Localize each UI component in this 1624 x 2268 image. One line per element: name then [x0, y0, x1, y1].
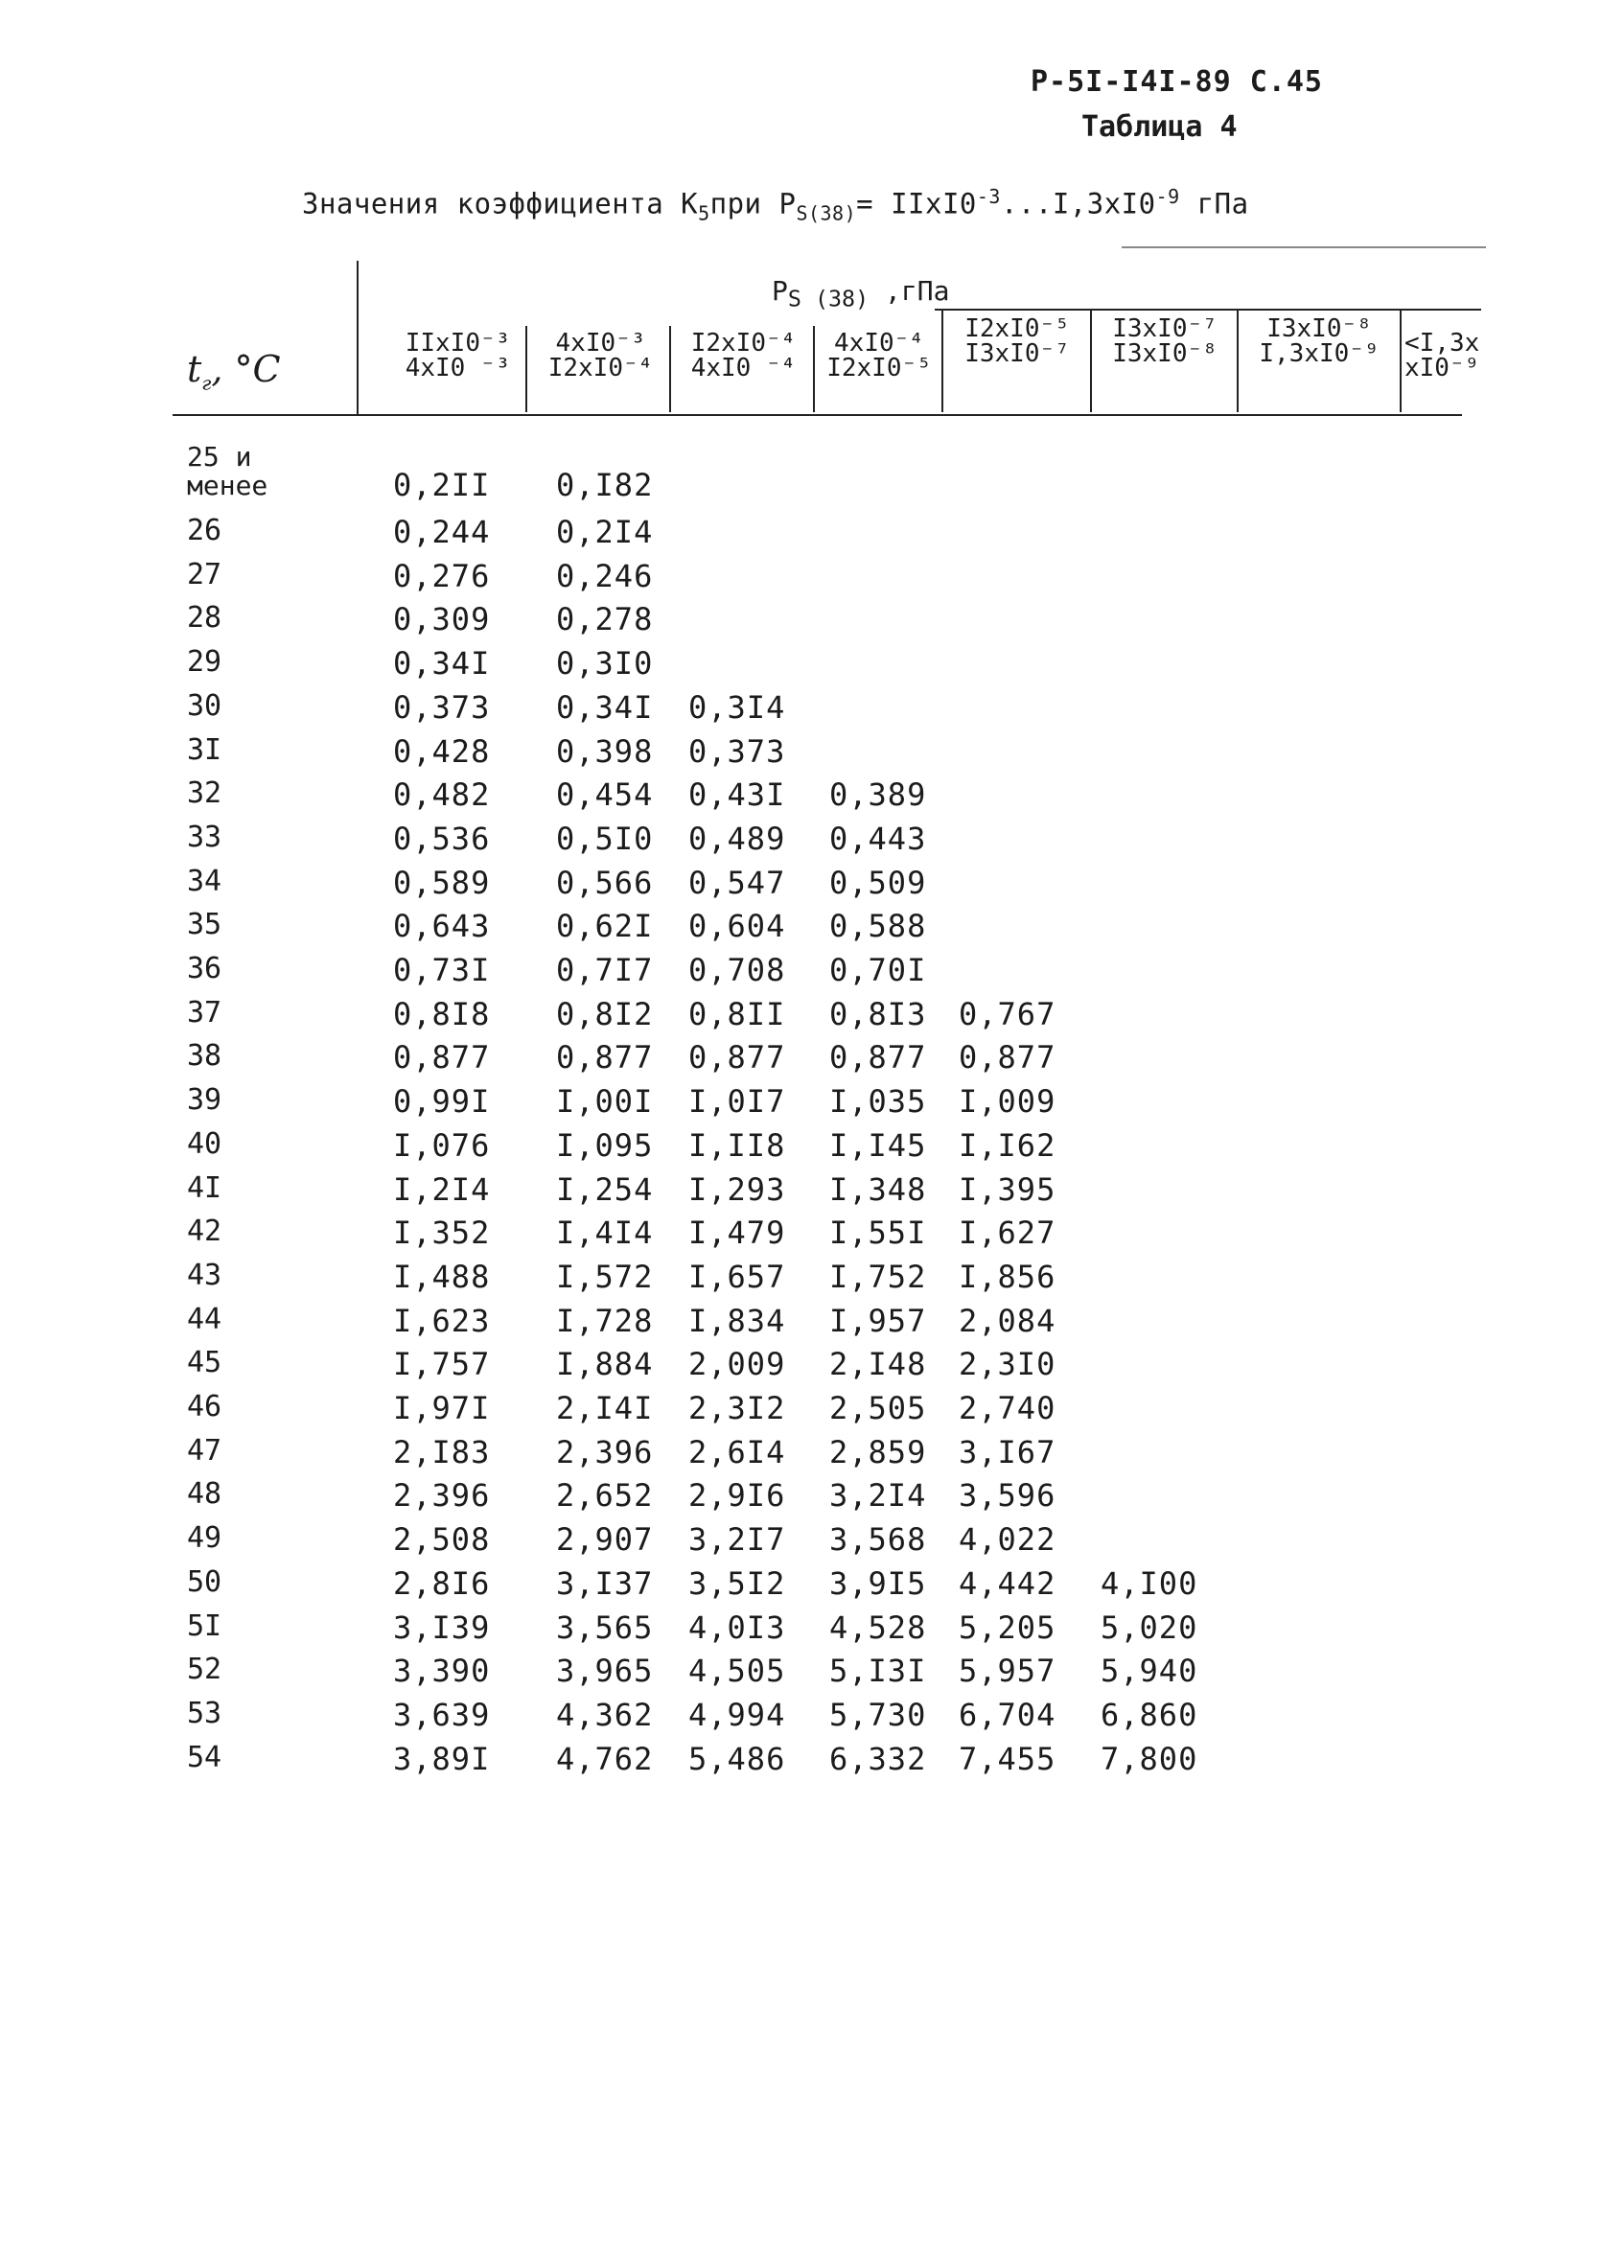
row-temperature: 54: [187, 1740, 222, 1774]
row-temperature: 34: [187, 864, 222, 898]
row-temperature: 33: [187, 820, 222, 854]
table-cell: 0,276: [393, 557, 491, 594]
table-number: Таблица 4: [1081, 110, 1238, 144]
table-cell: I,095: [556, 1126, 654, 1164]
table-cell: 5,020: [1101, 1608, 1198, 1646]
table-cell: 5,486: [688, 1740, 786, 1777]
table-cell: 0,I82: [556, 467, 654, 503]
column-header-bottom: I,3xI0⁻⁹: [1259, 339, 1380, 368]
table-cell: 3,I39: [393, 1608, 491, 1646]
table-cell: I,834: [688, 1302, 786, 1339]
table-cell: I,97I: [393, 1390, 491, 1426]
table-cell: I,572: [556, 1258, 654, 1295]
row-temperature: 49: [187, 1521, 222, 1556]
title-exp2: -9: [1155, 185, 1180, 208]
header-dash-line: [1122, 246, 1486, 248]
table-cell: 2,740: [959, 1390, 1056, 1426]
column-header: [945, 316, 1089, 366]
table-cell: 3,89I: [393, 1740, 491, 1777]
table-cell: 3,2I7: [688, 1521, 786, 1559]
column-header: [388, 331, 527, 381]
column-header-bottom: xI0⁻⁹: [1404, 354, 1480, 382]
table-cell: I,035: [829, 1083, 927, 1121]
table-cell: 5,957: [959, 1653, 1056, 1690]
table-cell: 0,34I: [393, 645, 491, 683]
table-cell: 6,332: [829, 1740, 927, 1777]
table-cell: 0,99I: [393, 1083, 491, 1121]
table-cell: 2,907: [556, 1521, 654, 1559]
row-temperature: 27: [187, 557, 222, 591]
table-cell: 0,443: [829, 820, 927, 857]
table-cell: 0,398: [556, 732, 654, 770]
title-mid: при P: [709, 187, 797, 220]
table-cell: 6,860: [1101, 1696, 1198, 1733]
table-cell: I,00I: [556, 1083, 654, 1121]
table-cell: 3,2I4: [829, 1477, 927, 1515]
table-cell: I,352: [393, 1215, 491, 1252]
column-header-top: I3xI0⁻⁸: [1266, 314, 1372, 343]
row-temperature: 28: [187, 601, 222, 636]
column-header-top: I3xI0⁻⁷: [1112, 314, 1218, 343]
row-temperature: 25 и менее: [187, 441, 268, 501]
table-cell: 0,566: [556, 864, 654, 901]
table-cell: 2,396: [393, 1477, 491, 1515]
col-divider-7: [1400, 309, 1402, 412]
table-cell: 4,994: [688, 1696, 786, 1733]
table-cell: 3,596: [959, 1477, 1056, 1515]
table-cell: 3,5I2: [688, 1564, 786, 1602]
title-p-subscript: S(38): [796, 201, 857, 225]
table-cell: 0,509: [829, 864, 927, 901]
table-cell: 0,8II: [688, 995, 786, 1032]
table-cell: I,627: [959, 1215, 1056, 1252]
table-header-rule: [173, 414, 1462, 416]
row-temperature: 39: [187, 1083, 222, 1118]
table-cell: 2,508: [393, 1521, 491, 1559]
table-cell: 0,8I8: [393, 995, 491, 1032]
table-cell: 0,877: [688, 1039, 786, 1076]
table-cell: 2,084: [959, 1302, 1056, 1339]
table-cell: 0,536: [393, 820, 491, 857]
table-cell: 0,7I7: [556, 952, 654, 988]
column-header-top: <I,3x: [1404, 329, 1480, 358]
table-cell: 2,3I0: [959, 1346, 1056, 1383]
table-cell: 3,I67: [959, 1433, 1056, 1470]
row-temperature: 5I: [187, 1608, 222, 1643]
document-id: Р-5I-I4I-89 С.45: [1031, 65, 1323, 99]
table-cell: I,009: [959, 1083, 1056, 1121]
table-title: [302, 185, 1249, 224]
table-cell: 0,309: [393, 601, 491, 638]
table-cell: 0,389: [829, 776, 927, 814]
table-cell: I,4I4: [556, 1215, 654, 1252]
table-cell: 0,34I: [556, 688, 654, 726]
table-cell: 0,877: [393, 1039, 491, 1076]
table-cell: 2,009: [688, 1346, 786, 1383]
table-cell: I,657: [688, 1258, 786, 1295]
column-header: [674, 331, 813, 381]
column-header-bottom: I3xI0⁻⁷: [964, 339, 1070, 368]
row-temperature: 45: [187, 1346, 222, 1380]
table-cell: 0,604: [688, 908, 786, 945]
table-cell: 4,505: [688, 1653, 786, 1690]
row-temperature: 30: [187, 688, 222, 723]
column-header-bottom: 4xI0 ⁻³: [405, 354, 511, 382]
column-header: [816, 331, 942, 381]
row-temperature: 4I: [187, 1170, 222, 1205]
table-cell: I,728: [556, 1302, 654, 1339]
table-cell: I,254: [556, 1170, 654, 1208]
title-dots: ...I,3xI0: [1000, 187, 1156, 220]
column-header-top: IIxI0⁻³: [405, 329, 511, 358]
table-cell: 0,73I: [393, 952, 491, 988]
table-cell: I,488: [393, 1258, 491, 1295]
column-header-top: I2xI0⁻⁵: [964, 314, 1070, 343]
group-header-symbol: P: [772, 275, 788, 307]
table-cell: 0,70I: [829, 952, 927, 988]
column-header-top: 4xI0⁻³: [555, 329, 646, 358]
table-cell: 2,652: [556, 1477, 654, 1515]
table-cell: 0,373: [393, 688, 491, 726]
table-cell: I,55I: [829, 1215, 927, 1252]
row-header: [187, 348, 281, 395]
table-cell: 4,I00: [1101, 1564, 1198, 1602]
table-cell: 0,877: [829, 1039, 927, 1076]
column-header: [1093, 316, 1237, 366]
table-cell: I,752: [829, 1258, 927, 1295]
row-temperature: 50: [187, 1564, 222, 1599]
title-prefix: Значения коэффициента K: [302, 187, 699, 220]
table-cell: 2,I4I: [556, 1390, 654, 1426]
table-cell: 2,I48: [829, 1346, 927, 1383]
table-cell: 3,639: [393, 1696, 491, 1733]
title-k-subscript: 5: [698, 201, 710, 225]
table-cell: 2,8I6: [393, 1564, 491, 1602]
table-cell: I,0I7: [688, 1083, 786, 1121]
table-cell: 2,396: [556, 1433, 654, 1470]
table-cell: 0,62I: [556, 908, 654, 945]
table-cell: 2,859: [829, 1433, 927, 1470]
table-cell: 0,246: [556, 557, 654, 594]
group-header: [772, 275, 949, 312]
table-cell: 3,9I5: [829, 1564, 927, 1602]
table-cell: 4,528: [829, 1608, 927, 1646]
column-header-bottom: I3xI0⁻⁸: [1112, 339, 1218, 368]
row-temperature: 3I: [187, 732, 222, 767]
row-temperature: 29: [187, 645, 222, 680]
row-temperature: 35: [187, 908, 222, 942]
table-cell: I,348: [829, 1170, 927, 1208]
row-temperature: 44: [187, 1302, 222, 1336]
row-header-subscript: г: [201, 371, 212, 395]
table-cell: 0,2I4: [556, 514, 654, 550]
table-cell: 0,3I0: [556, 645, 654, 683]
row-header-unit: , °C: [211, 348, 281, 390]
table-cell: 0,482: [393, 776, 491, 814]
table-cell: 0,588: [829, 908, 927, 945]
col-divider-3: [813, 326, 815, 412]
table-cell: 0,428: [393, 732, 491, 770]
row-temperature: 47: [187, 1433, 222, 1468]
table-cell: I,I45: [829, 1126, 927, 1164]
table-cell: 0,373: [688, 732, 786, 770]
column-header-bottom: 4xI0 ⁻⁴: [690, 354, 797, 382]
column-header: [1240, 316, 1399, 366]
column-header: [531, 331, 670, 381]
column-header-bottom: I2xI0⁻⁵: [826, 354, 932, 382]
table-cell: 7,800: [1101, 1740, 1198, 1777]
column-header-top: 4xI0⁻⁴: [834, 329, 924, 358]
row-temperature: 46: [187, 1390, 222, 1423]
column-header: [1404, 329, 1480, 382]
table-cell: 7,455: [959, 1740, 1056, 1777]
table-cell: 0,454: [556, 776, 654, 814]
table-cell: 0,3I4: [688, 688, 786, 726]
table-cell: I,293: [688, 1170, 786, 1208]
table-cell: 0,43I: [688, 776, 786, 814]
group-header-unit: ,гПа: [869, 275, 950, 307]
table-cell: I,856: [959, 1258, 1056, 1295]
table-cell: 0,244: [393, 514, 491, 550]
row-header-symbol: t: [187, 348, 202, 390]
col-divider-5: [1090, 309, 1092, 412]
table-cell: 2,9I6: [688, 1477, 786, 1515]
table-cell: 0,589: [393, 864, 491, 901]
table-cell: 3,965: [556, 1653, 654, 1690]
table-cell: 4,442: [959, 1564, 1056, 1602]
row-temperature: 48: [187, 1477, 222, 1512]
table-cell: 4,362: [556, 1696, 654, 1733]
table-cell: 0,643: [393, 908, 491, 945]
table-left-rule: [357, 261, 359, 414]
table-cell: 5,730: [829, 1696, 927, 1733]
table-cell: 0,2II: [393, 467, 491, 503]
table-cell: 2,3I2: [688, 1390, 786, 1426]
table-cell: I,076: [393, 1126, 491, 1164]
col-divider-6: [1237, 309, 1239, 412]
table-cell: 4,762: [556, 1740, 654, 1777]
table-cell: 5,940: [1101, 1653, 1198, 1690]
table-cell: 0,8I2: [556, 995, 654, 1032]
table-cell: I,957: [829, 1302, 927, 1339]
table-cell: 5,205: [959, 1608, 1056, 1646]
table-cell: 6,704: [959, 1696, 1056, 1733]
row-temperature: 32: [187, 776, 222, 811]
group-header-subscript: S (38): [787, 285, 870, 312]
row-temperature: 43: [187, 1258, 222, 1292]
table-cell: 0,708: [688, 952, 786, 988]
table-cell: I,2I4: [393, 1170, 491, 1208]
title-unit: гПа: [1179, 187, 1249, 220]
table-cell: I,757: [393, 1346, 491, 1383]
table-cell: 0,767: [959, 995, 1056, 1032]
table-cell: 0,278: [556, 601, 654, 638]
row-temperature: 52: [187, 1653, 222, 1687]
table-cell: 0,489: [688, 820, 786, 857]
table-cell: I,884: [556, 1346, 654, 1383]
table-cell: 0,877: [959, 1039, 1056, 1076]
table-cell: 3,568: [829, 1521, 927, 1559]
table-cell: 0,8I3: [829, 995, 927, 1032]
table-cell: 2,6I4: [688, 1433, 786, 1470]
table-cell: I,395: [959, 1170, 1056, 1208]
table-cell: 3,565: [556, 1608, 654, 1646]
column-header-top: I2xI0⁻⁴: [690, 329, 797, 358]
table-cell: 2,505: [829, 1390, 927, 1426]
table-cell: 4,0I3: [688, 1608, 786, 1646]
table-cell: I,623: [393, 1302, 491, 1339]
table-cell: I,479: [688, 1215, 786, 1252]
table-cell: 3,390: [393, 1653, 491, 1690]
table-cell: 5,I3I: [829, 1653, 927, 1690]
row-temperature: 53: [187, 1696, 222, 1730]
table-cell: I,I62: [959, 1126, 1056, 1164]
table-cell: 2,I83: [393, 1433, 491, 1470]
title-exp1: -3: [976, 185, 1001, 208]
table-cell: 0,547: [688, 864, 786, 901]
row-temperature: 37: [187, 995, 222, 1030]
row-temperature: 36: [187, 952, 222, 985]
table-cell: I,II8: [688, 1126, 786, 1164]
row-temperature: 38: [187, 1039, 222, 1074]
row-temperature: 42: [187, 1215, 222, 1249]
table-cell: 0,877: [556, 1039, 654, 1076]
table-cell: 4,022: [959, 1521, 1056, 1559]
table-cell: 3,I37: [556, 1564, 654, 1602]
row-temperature: 40: [187, 1126, 222, 1161]
row-temperature: 26: [187, 514, 222, 547]
table-cell: 0,5I0: [556, 820, 654, 857]
title-eq: = IIxI0: [856, 187, 977, 220]
column-header-bottom: I2xI0⁻⁴: [547, 354, 654, 382]
